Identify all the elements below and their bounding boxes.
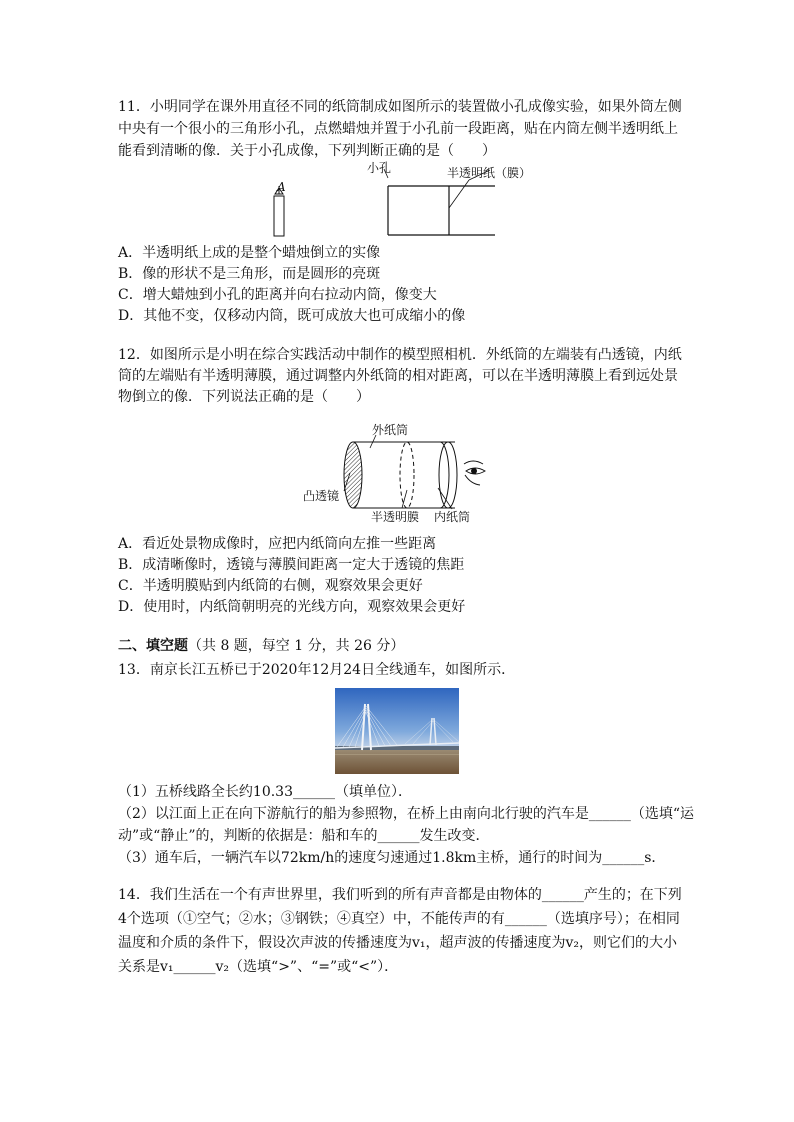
q11-option-c: C．增大蜡烛到小孔的距离并向右拉动内筒，像变大 <box>118 287 437 303</box>
q12-option-a: A．看近处景物成像时，应把内纸筒向左推一些距离 <box>118 536 437 552</box>
q13-part-2b: 动”或“静止”的，判断的依据是：船和车的______发生改变． <box>118 828 490 844</box>
q12-line-3: 物倒立的像．下列说法正确的是（ ） <box>118 389 370 405</box>
q13-part-2a: （2）以江面上正在向下游航行的船为参照物，在桥上由南向北行驶的汽车是______（选填“运 <box>118 806 695 822</box>
q12-option-b: B．成清晰像时，透镜与薄膜间距离一定大于透镜的焦距 <box>118 557 465 573</box>
lens-label: 凸透镜 <box>303 489 340 503</box>
pinhole-label: 小孔 <box>367 161 392 175</box>
film-label: 半透明膜 <box>371 510 420 524</box>
section-title: 二、填空题 <box>118 638 188 654</box>
section-note: （共 8 题，每空 1 分，共 26 分） <box>188 638 405 654</box>
q13-intro: 13．南京长江五桥已于2020年12月24日全线通车，如图所示． <box>118 662 516 678</box>
section-heading <box>118 636 404 656</box>
q11-line-2: 中央有一个很小的三角形小孔，点燃蜡烛并置于小孔前一段距离，贴在内筒左侧半透明纸上 <box>118 121 678 137</box>
q14-line-4: 关系是v₁______v₂（选填“>”、“=”或“<”）． <box>118 959 399 975</box>
paper-label: 半透明纸（膜） <box>447 166 532 180</box>
candle-label: A <box>277 180 286 194</box>
q14-line-3: 温度和介质的条件下，假设次声波的传播速度为v₁，超声波的传播速度为v₂，则它们的大小 <box>118 935 678 951</box>
q12-line-1: 12．如图所示是小明在综合实践活动中制作的模型照相机．外纸筒的左端装有凸透镜，内纸 <box>118 347 682 363</box>
inner-tube-label: 内纸筒 <box>434 510 471 524</box>
bridge-photo <box>335 688 459 774</box>
q11-option-b: B．像的形状不是三角形，而是圆形的亮斑 <box>118 266 381 282</box>
q12-line-2: 筒的左端贴有半透明薄膜，通过调整内外纸筒的相对距离，可以在半透明薄膜上看到远处景 <box>118 368 678 384</box>
q11-line-1: 11．小明同学在课外用直径不同的纸筒制成如图所示的装置做小孔成像实验，如果外筒左侧 <box>118 99 682 115</box>
outer-tube-label: 外纸筒 <box>372 423 409 437</box>
q12-option-d: D．使用时，内纸筒朝明亮的光线方向，观察效果会更好 <box>118 599 466 615</box>
bridge-illustration <box>335 688 459 774</box>
q14-line-1: 14．我们生活在一个有声世界里，我们听到的所有声音都是由物体的______产生的；在下列 <box>118 887 682 903</box>
q14-line-2: 4个选项（①空气；②水；③钢铁；④真空）中，不能传声的有______（选填序号）；在相同 <box>118 911 680 927</box>
q11-option-a: A．半透明纸上成的是整个蜡烛倒立的实像 <box>118 245 381 261</box>
q13-part-1: （1）五桥线路全长约10.33______（填单位）． <box>118 784 412 800</box>
q11-line-3: 能看到清晰的像．关于小孔成像，下列判断正确的是（ ） <box>118 143 496 159</box>
q12-option-c: C．半透明膜贴到内纸筒的右侧，观察效果会更好 <box>118 578 423 594</box>
q13-part-3: （3）通车后，一辆汽车以72km/h的速度匀速通过1.8km主桥，通行的时间为______s． <box>118 850 666 866</box>
q11-option-d: D．其他不变，仅移动内筒，既可成放大也可成缩小的像 <box>118 308 466 324</box>
